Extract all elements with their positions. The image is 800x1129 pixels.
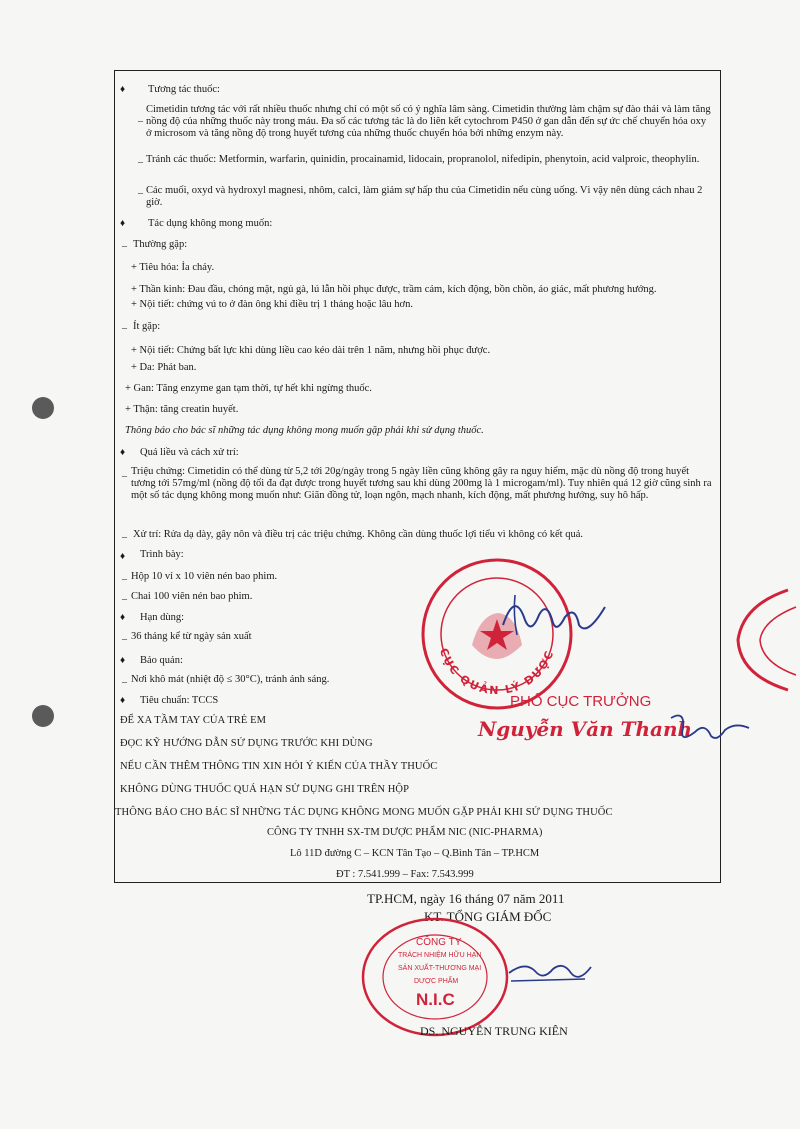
overdose-treatment: Xử trí: Rửa dạ dày, gây nôn và điều trị các triệu chứng. Không cần dùng thuốc lợi tiểu vì không có kết quả. [133, 529, 583, 540]
effect-item: + Nội tiết: Chứng bất lực khi dùng liều cao kéo dài trên 1 năm, nhưng hồi phục được. [131, 345, 491, 356]
company-address: Lô 11D đường C – KCN Tân Tạo – Q.Bình Tân – TP.HCM [290, 848, 540, 859]
subheading: Thường gặp: [133, 239, 188, 250]
dash: – [122, 241, 127, 252]
approver-signature [495, 585, 615, 645]
interaction-item: Tránh các thuốc: Metformin, warfarin, quinidin, procainamid, lidocain, propranolol, nifedipin, phenytoin, acid valproic, theophylin. [146, 154, 700, 165]
warning-line: NẾU CẦN THÊM THÔNG TIN XIN HỎI Ý KIẾN CỦA THẦY THUỐC [120, 761, 438, 772]
warning-line: ĐỂ XA TẦM TAY CỦA TRẺ EM [120, 715, 267, 726]
punch-hole [32, 705, 54, 727]
subheading: Ít gặp: [133, 321, 161, 332]
dash: – [122, 677, 127, 688]
signoff-date: TP.HCM, ngày 16 tháng 07 năm 2011 [367, 891, 565, 906]
section-heading: Tương tác thuốc: [148, 84, 220, 95]
seal-text: CỤC QUẢN LÝ DƯỢC [436, 646, 557, 698]
interaction-item: Cimetidin tương tác với rất nhiều thuốc nhưng chỉ có một số có ý nghĩa lâm sàng. Cimetidin thường làm chậm sự đào thải và làm tăng nồng độ của những thuốc này trong máu. Đa số các tương tác là do liên kết cytochrom P450 ở gan dẫn đến sự ức chế chuyển hóa oxy ở microsom và tăng nồng độ trong huyết tương của những thuốc chuyển hóa bởi những enzym này. [146, 104, 711, 139]
warning-line: ĐỌC KỸ HƯỚNG DẪN SỬ DỤNG TRƯỚC KHI DÙNG [120, 738, 373, 749]
section-heading: Trình bày: [140, 549, 184, 560]
overdose-symptoms: Triệu chứng: Cimetidin có thể dùng từ 5,2 tới 20g/ngày trong 5 ngày liền cũng không gây ra nguy hiểm, mặc dù nồng độ trong huyết tương tới 57mg/ml (nồng độ tối đa đạt được trong huyết tương sau khi dùng 200mg là 1 microgam/ml). Tuy nhiên quá 12 giờ cũng sinh ra một số tác dụng không mong muốn như: Giãn đồng tử, loạn ngôn, mạch nhanh, kích động, mất phương hướng, suy hô hấp. [131, 466, 712, 501]
dash: – [122, 594, 127, 605]
seal-line: TRÁCH NHIỆM HỮU HẠN [398, 952, 482, 959]
note: Thông báo cho bác sĩ những tác dụng không mong muốn gặp phải khi sử dụng thuốc. [125, 425, 484, 436]
seal-line: SẢN XUẤT-THƯƠNG MẠI [398, 965, 482, 972]
warning-line: THÔNG BÁO CHO BÁC SĨ NHỮNG TÁC DỤNG KHÔNG MONG MUỐN GẶP PHẢI KHI SỬ DỤNG THUỐC [115, 807, 613, 818]
interaction-item: Các muối, oxyd và hydroxyl magnesi, nhôm, calci, làm giảm sự hấp thu của Cimetidin nếu cùng uống. Vì vậy nên dùng cách nhau 2 giờ. [146, 185, 703, 208]
signoff-title: KT. TỔNG GIÁM ĐỐC [424, 909, 552, 924]
dash: – [122, 471, 127, 482]
effect-item: + Thần kinh: Đau đầu, chóng mặt, ngủ gà, lú lẫn hồi phục được, trầm cảm, kích động, bồn chồn, ảo giác, mất phương hướng. [131, 284, 657, 295]
seal-line: N.I.C [416, 990, 455, 1009]
bullet: ♦ [120, 655, 126, 666]
bullet: ♦ [120, 84, 126, 95]
storage-value: Nơi khô mát (nhiệt độ ≤ 30°C), tránh ánh sáng. [131, 674, 330, 685]
effect-item: + Tiêu hóa: Ỉa chảy. [131, 262, 215, 273]
presentation-item: Chai 100 viên nén bao phim. [131, 591, 253, 602]
bullet: ♦ [120, 218, 126, 229]
seal-line: CÔNG TY [416, 937, 462, 948]
dash: – [138, 157, 143, 168]
dash: – [138, 116, 143, 127]
bullet: ♦ [120, 551, 126, 562]
seal-line: DƯỢC PHẨM [414, 978, 459, 985]
director-signature [505, 955, 595, 990]
approver-title: PHÓ CỤC TRƯỞNG [510, 693, 652, 710]
effect-item: + Nội tiết: chứng vú to ở đàn ông khi điều trị 1 tháng hoặc lâu hơn. [131, 299, 413, 310]
effect-item: + Da: Phát ban. [131, 362, 197, 373]
bullet: ♦ [120, 447, 126, 458]
dash: – [122, 323, 127, 334]
signoff-name: DS. NGUYỄN TRUNG KIÊN [420, 1024, 568, 1038]
dash: – [122, 634, 127, 645]
company-name: CÔNG TY TNHH SX-TM DƯỢC PHẨM NIC (NIC-PHARMA) [267, 827, 543, 838]
section-heading: Hạn dùng: [140, 612, 185, 623]
dash: – [138, 188, 143, 199]
initial-mark [665, 708, 755, 748]
standard: Tiêu chuẩn: TCCS [140, 695, 219, 706]
section-heading: Quá liều và cách xử trí: [140, 447, 239, 458]
bullet: ♦ [120, 612, 126, 623]
section-heading: Tác dụng không mong muốn: [148, 218, 273, 229]
bullet: ♦ [120, 695, 126, 706]
company-phone: ĐT : 7.541.999 – Fax: 7.543.999 [336, 869, 474, 880]
effect-item: + Gan: Tăng enzyme gan tạm thời, tự hết khi ngừng thuốc. [125, 383, 372, 394]
shelf-life-value: 36 tháng kể từ ngày sản xuất [131, 631, 252, 642]
dash: – [122, 532, 127, 543]
partial-seal [728, 585, 800, 695]
section-heading: Bảo quản: [140, 655, 183, 666]
dash: – [122, 574, 127, 585]
presentation-item: Hộp 10 vỉ x 10 viên nén bao phim. [131, 571, 278, 582]
warning-line: KHÔNG DÙNG THUỐC QUÁ HẠN SỬ DỤNG GHI TRÊN HỘP [120, 784, 410, 795]
punch-hole [32, 397, 54, 419]
approver-name: Nguyễn Văn Thanh [478, 717, 693, 741]
effect-item: + Thận: tăng creatin huyết. [125, 404, 239, 415]
